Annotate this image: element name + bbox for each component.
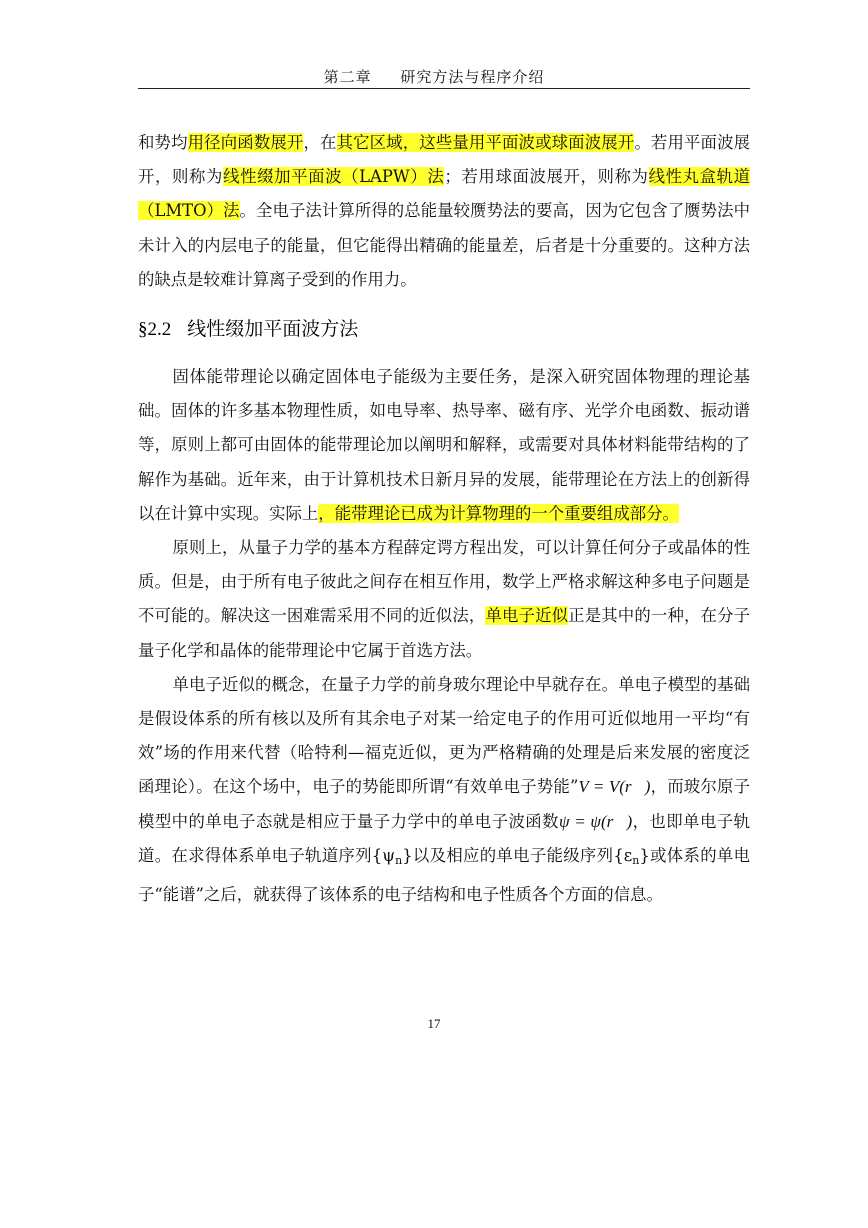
formula-potential: V = V(r⃗) [578, 777, 651, 797]
paragraph-single-electron-model [138, 668, 750, 912]
text-run: ，而玻尔原子模型中的单电子态就是相应于量子力学中的单电子波函数 [138, 777, 750, 831]
paragraph-all-electron-methods [138, 126, 750, 297]
subscript: n [632, 853, 640, 867]
highlight-lapw: 线性缀加平面波（LAPW）法 [223, 167, 445, 187]
highlight-radial-expansion: 用径向函数展开 [187, 133, 304, 152]
text-run: 原则上，从量子力学的基本方程薛定谔方程出发，可以计算任何分子或晶体的性质。但是，由于所有电子彼此之间存在相互作用，数学上严格求解这种多电子问题是不可能的。解决这一困难需采用不同的近似法， [138, 538, 750, 626]
paragraph-band-theory [138, 360, 750, 531]
page-number: 17 [427, 1016, 441, 1031]
text-run: }或体系的单电子“能谱”之后，就获得了该体系的电子结构和电子性质各个方面的信息。 [138, 845, 750, 905]
text-run: 正是其中的一种，在分子量子化学和晶体的能带理论中它属于首选方法。 [138, 606, 751, 660]
highlight-lmto: 线性丸盒轨道（LMTO）法 [138, 167, 751, 221]
text-run: 单电子近似的概念，在量子力学的前身玻尔理论中早就存在。单电子模型的基础是假设体系的所有核以及所有其余电子对某一给定电子的作用可近似地用一平均“有效”场的作用来代替（哈特利—福克近似，更为严格精确的处理是后来发展的密度泛函理论）。在这个场中，电子的势能即所谓“有效单电子势能” [138, 674, 750, 797]
text-run: 。全电子法计算所得的总能量较赝势法的要高，因为它包含了赝势法中未计入的内层电子的能量，但它能得出精确的能量差，后者是十分重要的。这种方法的缺点是较难计算离子受到的作用力。 [138, 201, 750, 289]
running-header [0, 66, 868, 87]
formula-wavefunction: ψ = ψ(r⃗) [558, 811, 633, 831]
page-body [138, 126, 750, 912]
highlight-single-electron: 单电子近似 [485, 606, 569, 626]
section-heading [138, 311, 750, 347]
highlight-other-regions: 其它区域，这些量用平面波或球面波展开 [336, 133, 635, 152]
text-run: }以及相应的单电子能级序列{ε [402, 845, 633, 865]
header-rule [138, 88, 750, 89]
paragraph-single-electron-approx [138, 531, 750, 668]
text-run: ，在 [303, 133, 337, 152]
text-run: 。若用平面波展开，则称为 [138, 133, 751, 187]
text-run: 和势均 [138, 133, 188, 152]
subscript: n [395, 853, 403, 867]
header-chapter: 第二章 [323, 68, 372, 86]
header-title: 研究方法与程序介绍 [400, 68, 545, 86]
highlight-computational-physics: ，能带理论已成为计算物理的一个重要组成部分。 [318, 503, 679, 523]
text-run: ，也即单电子轨道。在求得体系单电子轨道序列{ψ [138, 811, 751, 865]
section-number: §2.2 [138, 319, 172, 341]
text-run: ；若用球面波展开，则称为 [444, 167, 649, 187]
text-run: 固体能带理论以确定固体电子能级为主要任务，是深入研究固体物理的理论基础。固体的许多基本物理性质，如电导率、热导率、磁有序、光学介电函数、振动谱等，原则上都可由固体的能带理论加以阐明和解释，或需要对具体材料能带结构的了解作为基础。近年来，由于计算机技术日新月异的发展，能带理论在方法上的创新得以在计算中实现。实际上 [138, 367, 750, 523]
section-title: 线性缀加平面波方法 [187, 318, 359, 341]
